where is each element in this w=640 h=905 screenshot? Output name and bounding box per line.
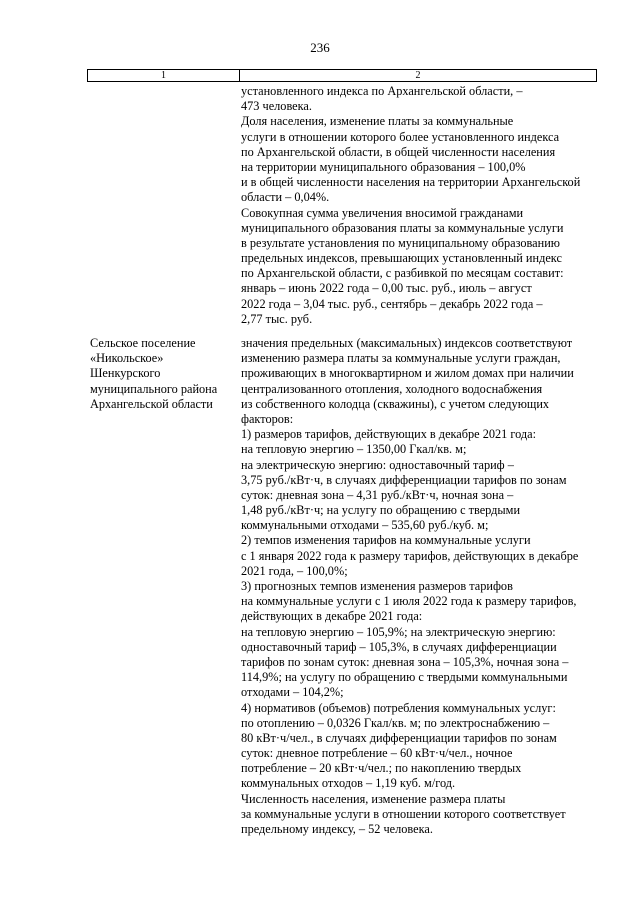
- text-line: 2) темпов изменения тарифов на коммунальные услуги: [241, 533, 531, 548]
- text-line: за коммунальные услуги в отношении которого соответствует: [241, 806, 566, 821]
- municipality-line: Архангельской области: [90, 396, 213, 411]
- row-continuation-description: [241, 84, 603, 327]
- text-line: проживающих в многоквартирном и жилом домах при наличии: [241, 366, 574, 381]
- text-line: 2021 года, – 100,0%;: [241, 563, 348, 578]
- text-line: 473 человека.: [241, 99, 312, 114]
- text-line: 1,48 руб./кВт·ч; на услугу по обращению с твердыми: [241, 503, 521, 518]
- text-line: с 1 января 2022 года к размеру тарифов, действующих в декабре: [241, 548, 579, 563]
- text-line: на территории муниципального образования – 100,0%: [241, 159, 526, 174]
- text-line: факторов:: [241, 411, 294, 426]
- text-line: предельных индексов, превышающих установленный индекс: [241, 251, 562, 266]
- text-line: коммунальных отходов – 1,19 куб. м/год.: [241, 776, 456, 791]
- text-line: на электрическую энергию: одноставочный тариф –: [241, 457, 514, 472]
- text-line: в результате установления по муниципальному образованию: [241, 235, 560, 250]
- text-line: централизованного отопления, холодного водоснабжения: [241, 381, 543, 396]
- text-line: потребление – 20 кВт·ч/чел.; по накоплению твердых: [241, 761, 522, 776]
- text-line: тарифов по зонам суток: дневная зона – 105,3%, ночная зона –: [241, 654, 569, 669]
- municipality-line: Сельское поселение: [90, 336, 196, 350]
- text-line: 114,9%; на услугу по обращению с твердыми коммунальными: [241, 670, 568, 685]
- text-line: по Архангельской области, в общей численности населения: [241, 144, 556, 159]
- text-line: установленного индекса по Архангельской области, –: [241, 84, 523, 98]
- text-line: 1) размеров тарифов, действующих в декабре 2021 года:: [241, 427, 537, 442]
- text-line: области – 0,04%.: [241, 190, 330, 205]
- text-line: отходами – 104,2%;: [241, 685, 344, 700]
- text-line: муниципального образования платы за коммунальные услуги: [241, 220, 564, 235]
- municipality-name-nikolskoe: [90, 336, 240, 412]
- text-line: одноставочный тариф – 105,3%, в случаях дифференциации: [241, 639, 557, 654]
- text-line: действующих в декабре 2021 года:: [241, 609, 423, 624]
- text-line: и в общей численности населения на территории Архангельской: [241, 175, 581, 190]
- text-line: услуги в отношении которого более установленного индекса: [241, 129, 560, 144]
- text-line: суток: дневное потребление – 60 кВт·ч/чел., ночное: [241, 746, 513, 761]
- municipality-line: муниципального района: [90, 381, 218, 396]
- text-line: Доля населения, изменение платы за коммунальные: [241, 114, 514, 129]
- text-line: изменению размера платы за коммунальные услуги граждан,: [241, 351, 561, 366]
- text-line: на коммунальные услуги с 1 июля 2022 года к размеру тарифов,: [241, 594, 577, 609]
- text-line: 2,77 тыс. руб.: [241, 311, 313, 326]
- table-header-col-1: 1: [88, 70, 240, 81]
- row-nikolskoe-description: [241, 336, 603, 837]
- text-line: январь – июнь 2022 года – 0,00 тыс. руб., июль – август: [241, 281, 532, 296]
- text-line: 4) нормативов (объемов) потребления коммунальных услуг:: [241, 700, 556, 715]
- text-line: предельному индексу, – 52 человека.: [241, 822, 433, 836]
- municipality-line: «Никольское»: [90, 351, 164, 366]
- text-line: 2022 года – 3,04 тыс. руб., сентябрь – декабрь 2022 года –: [241, 296, 543, 311]
- table-header-col-2: 2: [415, 70, 421, 81]
- text-line: 3,75 руб./кВт·ч, в случаях дифференциации тарифов по зонам: [241, 472, 567, 487]
- table-header-row: [87, 69, 597, 82]
- text-line: на тепловую энергию – 105,9%; на электрическую энергию:: [241, 624, 556, 639]
- text-line: по отоплению – 0,0326 Гкал/кв. м; по электроснабжению –: [241, 715, 550, 730]
- page-number: 236: [310, 40, 330, 55]
- text-line: коммунальными отходами – 535,60 руб./куб. м;: [241, 518, 489, 533]
- text-line: суток: дневная зона – 4,31 руб./кВт·ч, ночная зона –: [241, 487, 514, 502]
- municipality-line: Шенкурского: [90, 366, 161, 381]
- text-line: Совокупная сумма увеличения вносимой гражданами: [241, 205, 524, 220]
- text-line: значения предельных (максимальных) индексов соответствуют: [241, 336, 573, 350]
- text-line: по Архангельской области, с разбивкой по месяцам составит:: [241, 266, 564, 281]
- text-line: Численность населения, изменение размера платы: [241, 791, 506, 806]
- text-line: 3) прогнозных темпов изменения размеров тарифов: [241, 579, 513, 593]
- text-line: 80 кВт·ч/чел., в случаях дифференциации тарифов по зонам: [241, 730, 557, 745]
- text-line: на тепловую энергию – 1350,00 Гкал/кв. м;: [241, 442, 467, 457]
- text-line: из собственного колодца (скважины), с учетом следующих: [241, 396, 550, 411]
